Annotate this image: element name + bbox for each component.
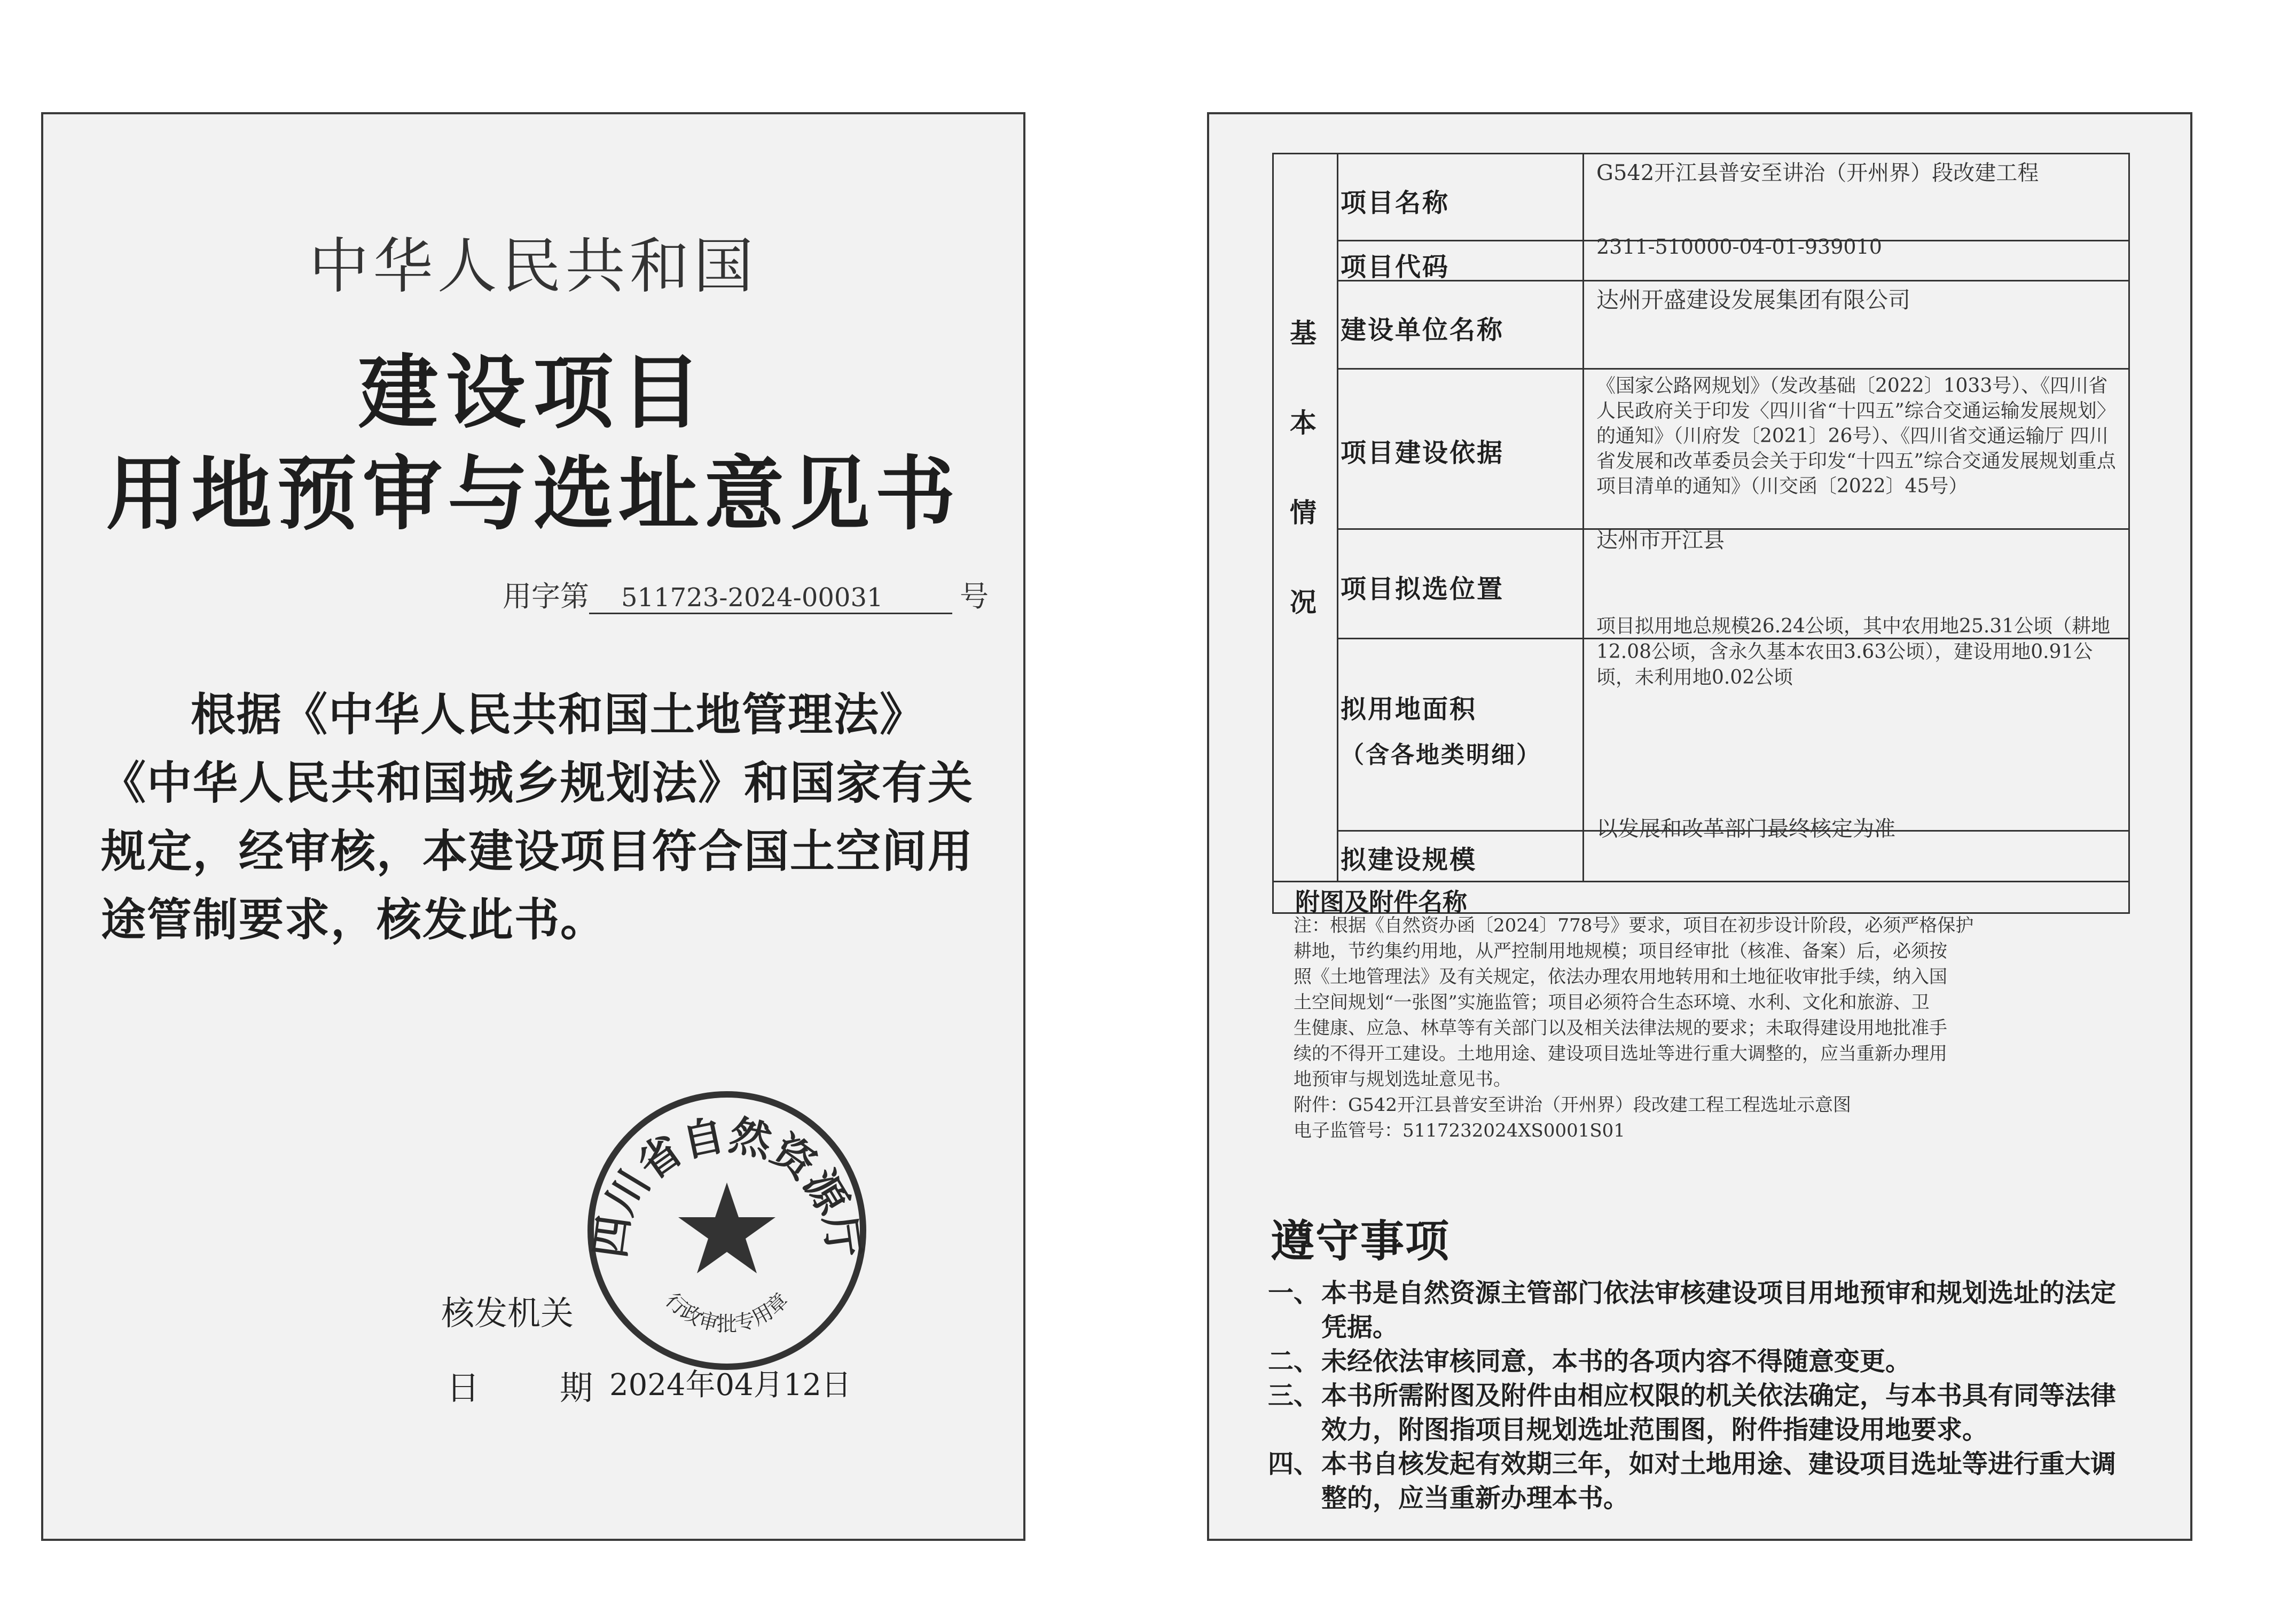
note-text: 本书是自然资源主管部门依法审核建设项目用地预审和规划选址的法定凭据。 [1321,1278,2117,1342]
svg-text:行政审批专用章 [661,1288,793,1336]
attachments-code: 电子监管号：5117232024XS0001S01 [1294,1120,1625,1141]
note-text: 未经依法审核同意，本书的各项内容不得随意变更。 [1321,1346,1911,1376]
attachments-note: 注：根据《自然资办函〔2024〕778号》要求，项目在初步设计阶段，必须严格保护 耕地，节约集约用地，从严控制用地规模；项目经审批（核准、备案）后，必须按 照《土地管理法》及有关规定，依法办理农用地转用和土地征收审批手续，纳入国 土空间规划“一张图”实施监管；项目必须符合生态环境、水利、文化和旅游、卫 生健康、应急、林草等有关部门以及相关法律法规的要求；未取得建设用地批准手 续的不得开工建设。土地用途、建设项目选址等进行重大调整的，应当重新办理用 地预审与规划选址意见书。 [1294,915,1974,1090]
side-label-char: 情 [1290,497,1317,528]
issue-date: 2024年04月12日 [609,1368,852,1403]
cert-number-value: 511723-2024-00031 [589,583,952,614]
note-text: 本书所需附图及附件由相应权限的机关依法确定，与本书具有同等法律效力，附图指项目规划选址范围图，附件指建设用地要求。 [1321,1381,2117,1445]
seal-bottom-text: 行政审批专用章 [661,1288,793,1336]
seal-text: 四川省自然资源厅 [586,1111,868,1261]
date-label-char2: 期 [560,1368,593,1407]
row-value-land-area: 项目拟用地总规模26.24公顷，其中农用地25.31公顷（耕地12.08公顷，含永久基本农田3.63公顷），建设用地0.91公顷，未利用地0.02公顷 [1596,615,2111,688]
issuer-label: 核发机关 [441,1294,574,1333]
certificate-body-text: 根据《中华人民共和国土地管理法》《中华人民共和国城乡规划法》和国家有关规定，经审核，本建设项目符合国土空间用途管制要求，核发此书。 [101,688,974,946]
row-label-builder: 建设单位名称 [1341,315,1504,345]
official-seal-stamp [577,1081,876,1380]
row-label-scale: 拟建设规模 [1341,845,1477,875]
row-label-land-area-detail: （含各地类明细） [1341,741,1541,769]
side-label-char: 本 [1290,408,1317,438]
document-title-line2: 用地预审与选址意见书 [106,448,961,541]
certificate-body [101,680,977,954]
row-value-project-name: G542开江县普安至讲治（开州界）段改建工程 [1596,161,2039,185]
certificate-cover-page [41,112,1025,1541]
row-label-basis: 项目建设依据 [1341,438,1504,468]
basic-info-table [1272,153,2130,917]
note-number: 三、 [1268,1381,1320,1411]
seal-star-icon [678,1183,775,1273]
row-value-location: 达州市开江县 [1596,528,1725,553]
certificate-info-page [1207,112,2192,1541]
row-label-project-code: 项目代码 [1341,252,1450,282]
attachments-title: 附图及附件名称 [1295,888,1467,917]
certificate-number [503,574,989,615]
note-number: 四、 [1268,1449,1320,1479]
country-name: 中华人民共和国 [309,232,758,301]
date-label-char1: 日 [446,1368,480,1407]
row-label-location: 项目拟选位置 [1341,574,1504,604]
notes-list [1268,1276,2133,1515]
note-text: 本书自核发起有效期三年，如对土地用途、建设项目选址等进行重大调整的，应当重新办理本书。 [1321,1449,2117,1513]
row-value-builder: 达州开盛建设发展集团有限公司 [1596,287,1911,313]
date-label [446,1361,593,1409]
list-item [1268,1276,2133,1344]
list-item [1268,1447,2133,1515]
side-label-char: 基 [1290,318,1317,349]
row-label-project-name: 项目名称 [1341,188,1450,218]
row-value-project-code: 2311-510000-04-01-939010 [1596,235,1882,259]
document-title-line1: 建设项目 [358,347,709,440]
cert-prefix: 用字第 [503,580,589,613]
note-number: 一、 [1268,1278,1320,1308]
list-item [1268,1344,2133,1379]
attachments-text [1294,913,2063,1144]
attachments-file: 附件：G542开江县普安至讲治（开州界）段改建工程工程选址示意图 [1294,1094,1852,1116]
row-value-scale: 以发展和改革部门最终核定为准 [1596,817,1895,841]
notes-title: 遵守事项 [1271,1216,1451,1267]
list-item [1268,1379,2133,1447]
cert-suffix: 号 [960,580,989,613]
row-label-land-area: 拟用地面积 [1341,694,1477,724]
note-number: 二、 [1268,1346,1320,1376]
row-value-basis: 《国家公路网规划》（发改基础〔2022〕1033号）、《四川省人民政府关于印发〈四川省“十四五”综合交通运输发展规划〉的通知》（川府发〔2021〕26号）、《四川省交通运输厅 四川省发展和改革委员会关于印发“十四五”综合交通发展规划重点项目清单的通知》（川交函〔2022〕45号） [1596,375,2116,497]
side-label-char: 况 [1290,587,1317,618]
